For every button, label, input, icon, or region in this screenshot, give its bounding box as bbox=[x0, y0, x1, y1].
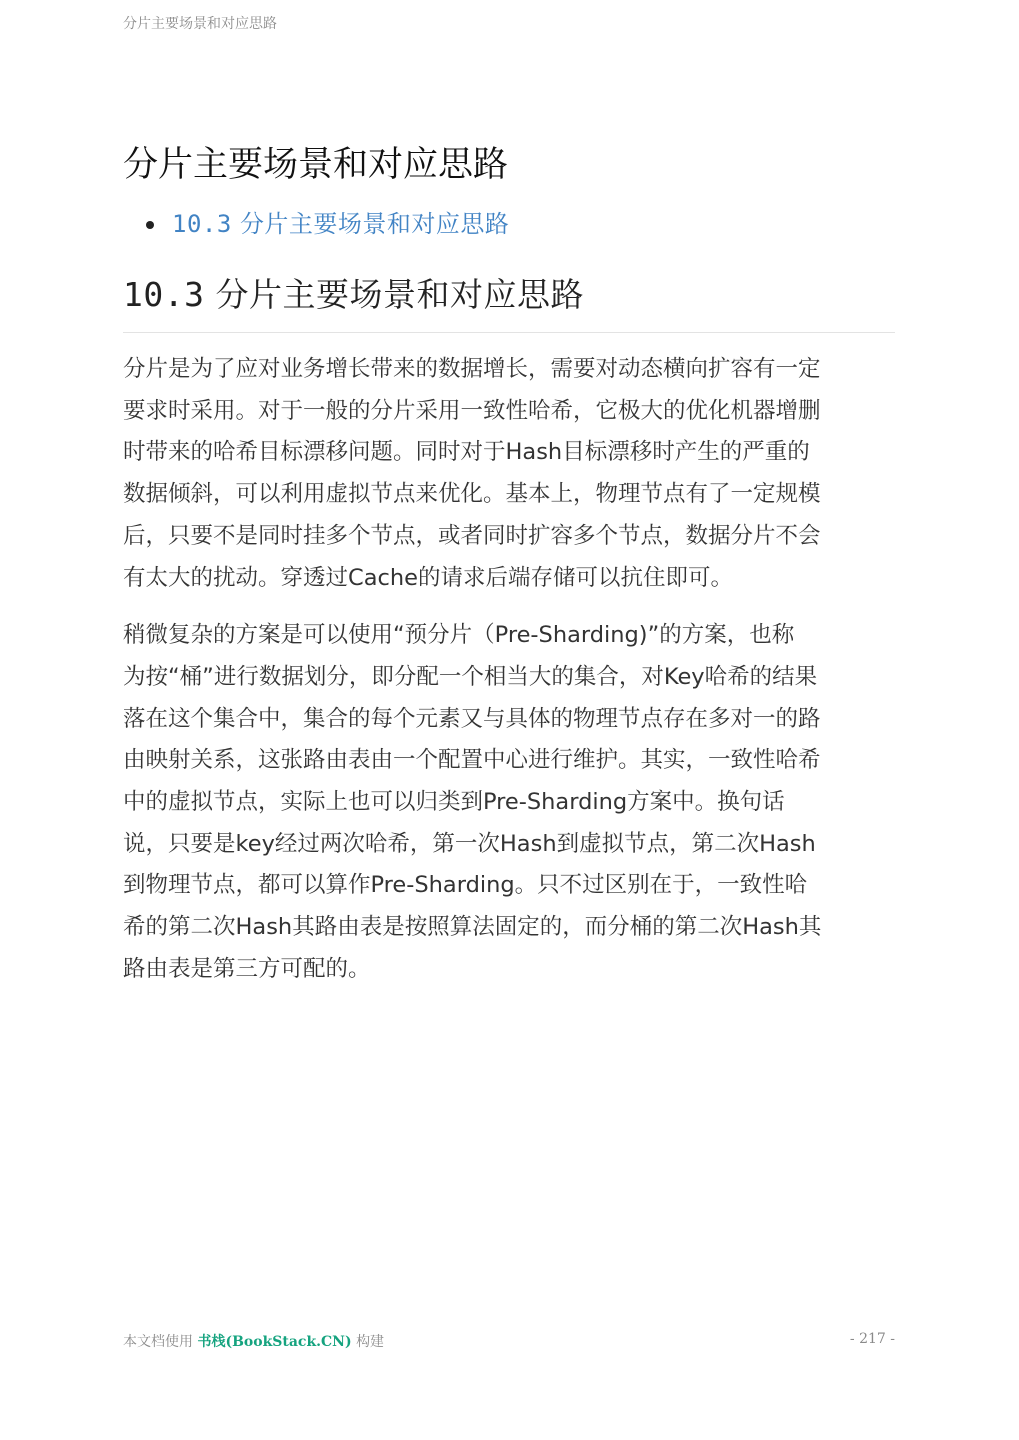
paragraph-line: 说，只要是key经过两次哈希，第一次Hash到虚拟节点，第二次Hash bbox=[123, 830, 816, 857]
paragraph-line: 要求时采用。对于一般的分片采用一致性哈希，它极大的优化机器增删 bbox=[123, 397, 821, 424]
footer-suffix: 构建 bbox=[356, 1334, 385, 1350]
page-footer bbox=[123, 1331, 895, 1351]
paragraph-line: 路由表是第三方可配的。 bbox=[123, 955, 371, 982]
table-of-contents bbox=[123, 204, 895, 244]
toc-link-text: 分片主要场景和对应思路 bbox=[239, 210, 510, 238]
page-title: 分片主要场景和对应思路 bbox=[123, 145, 509, 185]
toc-item bbox=[148, 204, 895, 244]
paragraph-line: 到物理节点，都可以算作Pre-Sharding。只不过区别在于，一致性哈 bbox=[123, 872, 808, 899]
paragraph-line: 有太大的扰动。穿透过Cache的请求后端存储可以抗住即可。 bbox=[123, 564, 733, 591]
page-number: - 217 - bbox=[849, 1331, 895, 1347]
paragraph-line: 后，只要不是同时挂多个节点，或者同时扩容多个节点，数据分片不会 bbox=[123, 522, 821, 549]
paragraph-line: 分片是为了应对业务增长带来的数据增长，需要对动态横向扩容有一定 bbox=[123, 356, 821, 382]
section-heading bbox=[123, 270, 895, 333]
paragraph-line: 时带来的哈希目标漂移问题。同时对于Hash目标漂移时产生的严重的 bbox=[123, 439, 810, 466]
paragraph-2 bbox=[123, 615, 895, 990]
paragraph-line: 落在这个集合中，集合的每个元素又与具体的物理节点存在多对一的路 bbox=[123, 705, 821, 732]
footer-brand-link[interactable]: 书栈(BookStack.CN) bbox=[197, 1334, 352, 1350]
paragraph-line: 由映射关系，这张路由表由一个配置中心进行维护。其实，一致性哈希 bbox=[123, 747, 821, 774]
toc-link-number: 10.3 bbox=[172, 210, 232, 238]
section-title: 分片主要场景和对应思路 bbox=[215, 275, 584, 314]
toc-link[interactable] bbox=[148, 210, 509, 238]
section-number: 10.3 bbox=[123, 275, 205, 314]
running-header: 分片主要场景和对应思路 bbox=[123, 16, 277, 32]
paragraph-line: 为按“桶”进行数据划分，即分配一个相当大的集合，对Key哈希的结果 bbox=[123, 663, 818, 690]
paragraph-1 bbox=[123, 349, 895, 599]
paragraph-line: 中的虚拟节点，实际上也可以归类到Pre-Sharding方案中。换句话 bbox=[123, 789, 785, 816]
paragraph-line: 数据倾斜，可以利用虚拟节点来优化。基本上，物理节点有了一定规模 bbox=[123, 481, 821, 508]
main-content bbox=[123, 140, 895, 991]
paragraph-line: 希的第二次Hash其路由表是按照算法固定的，而分桶的第二次Hash其 bbox=[123, 914, 822, 941]
footer-prefix: 本文档使用 bbox=[123, 1334, 193, 1350]
paragraph-line: 稍微复杂的方案是可以使用“预分片（Pre-Sharding)”的方案，也称 bbox=[123, 622, 795, 649]
bullet-icon bbox=[146, 221, 154, 229]
